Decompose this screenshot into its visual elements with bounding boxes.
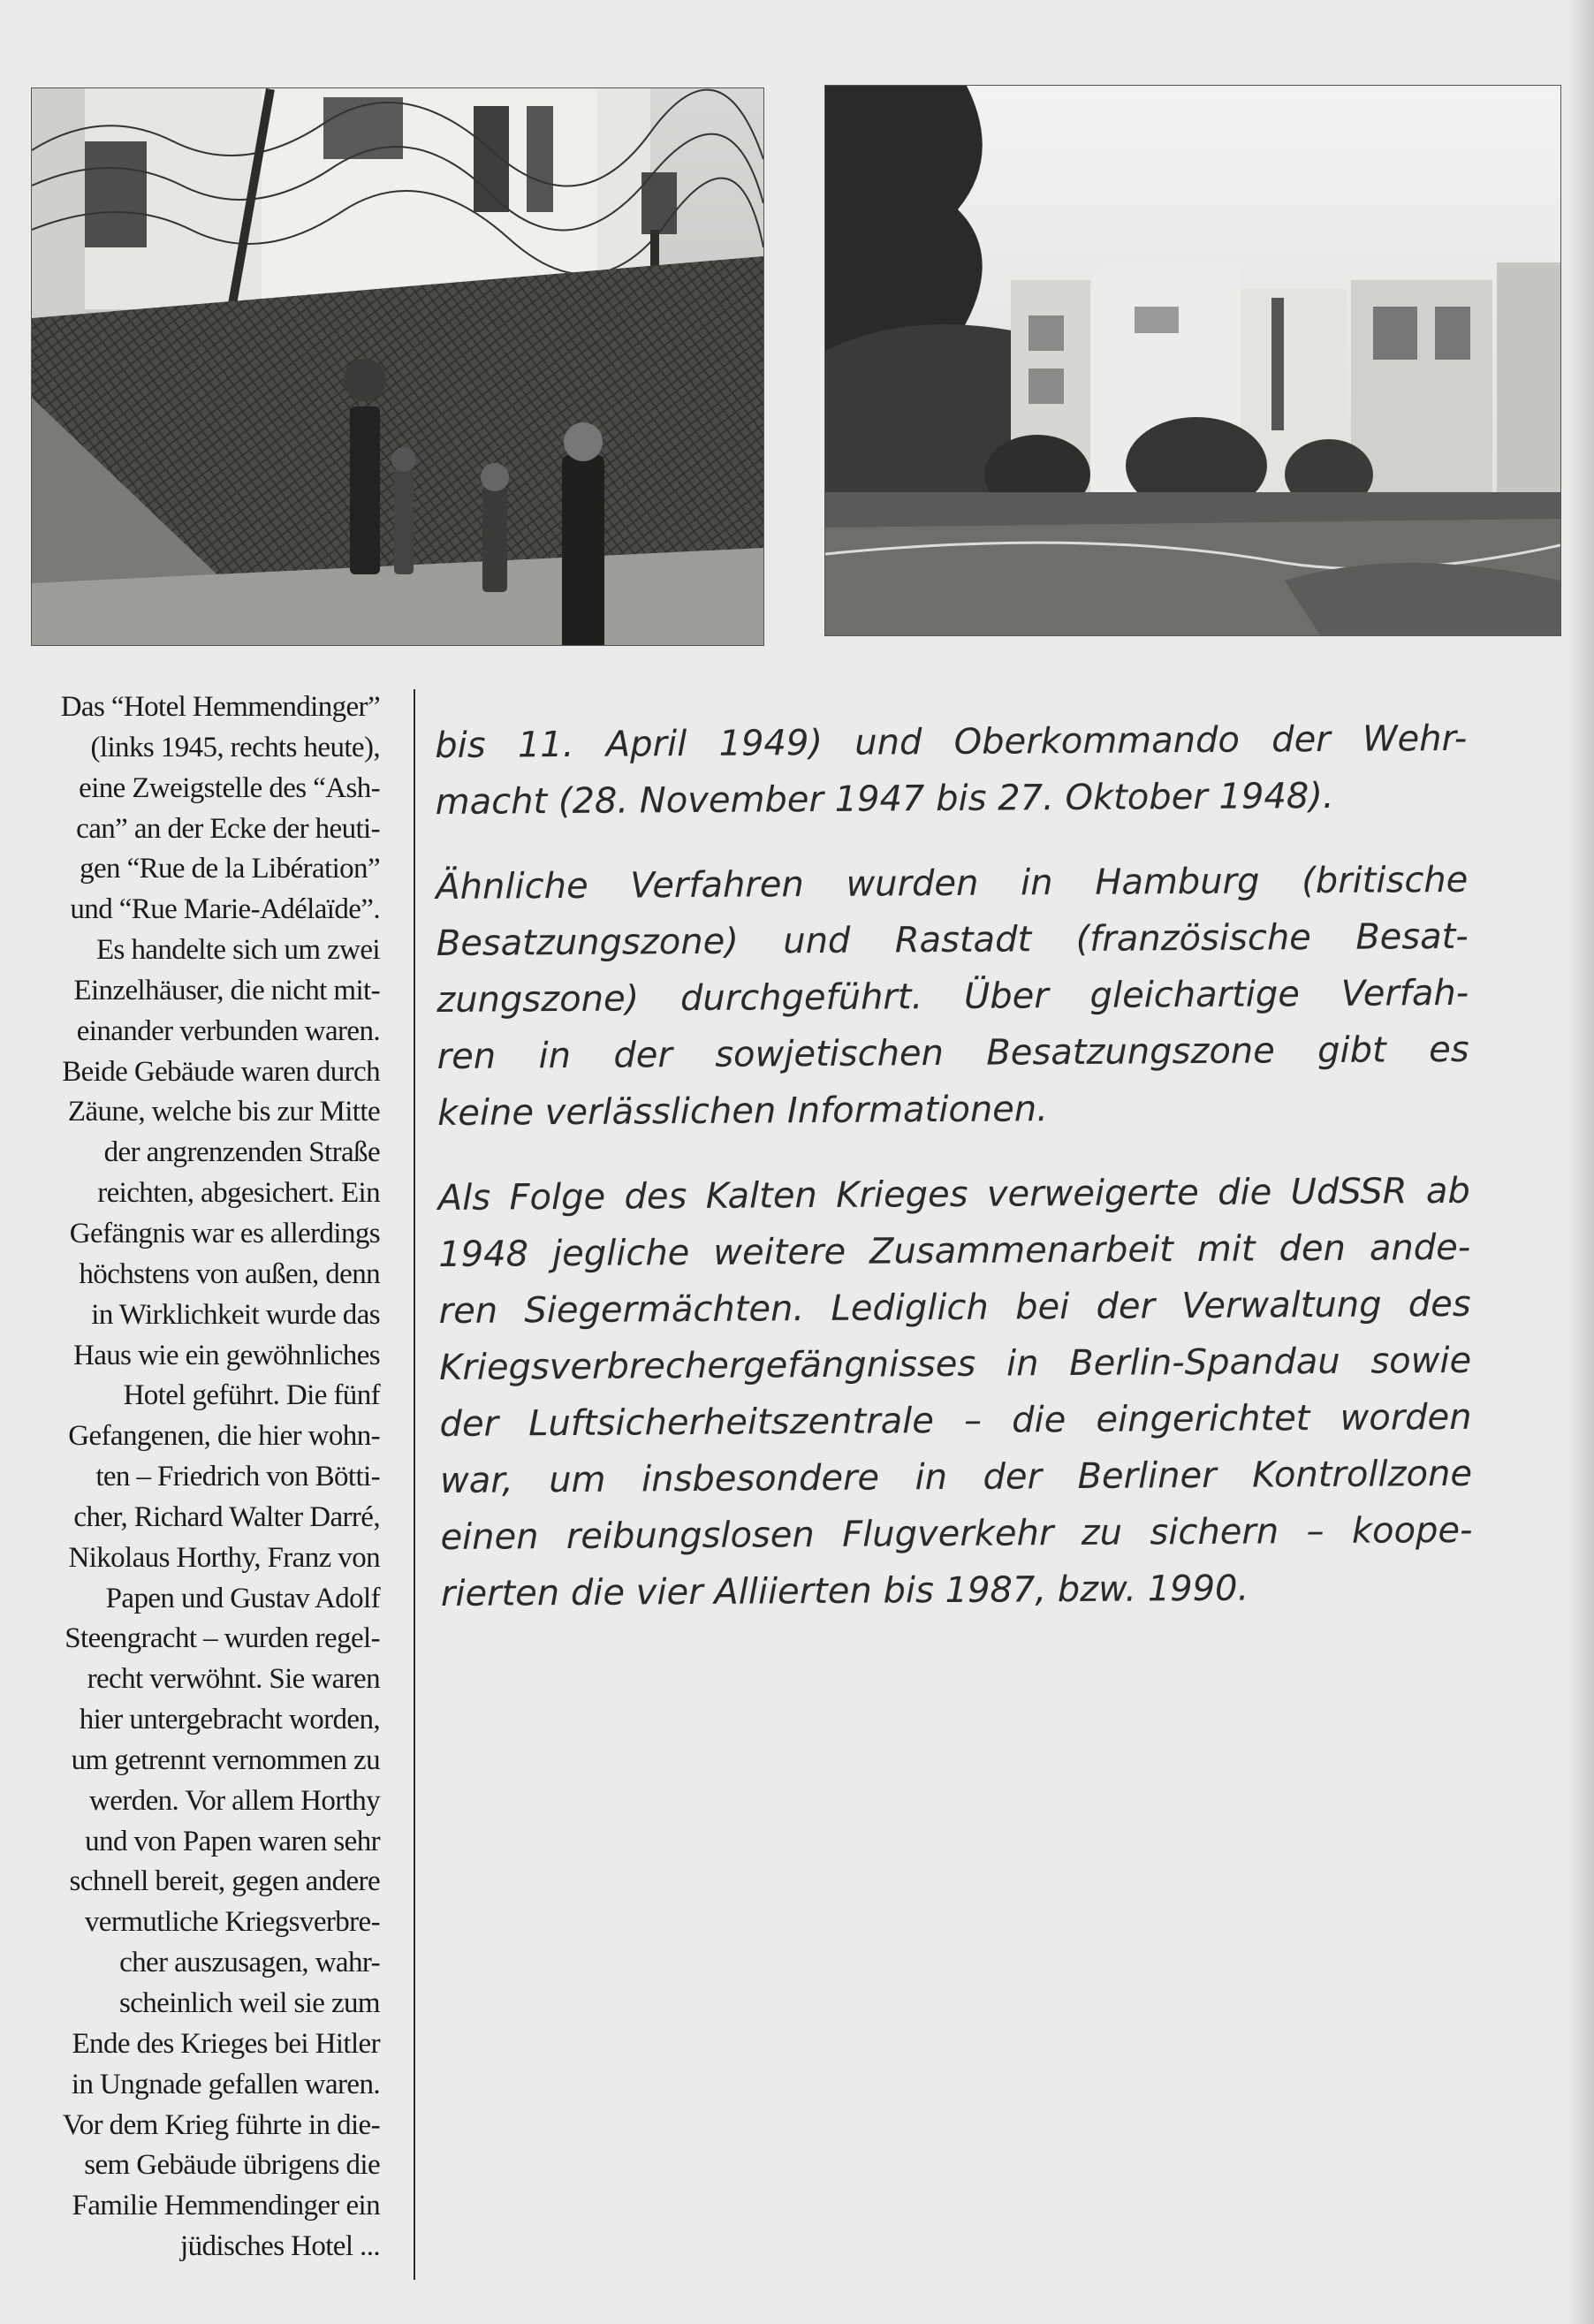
paragraph-3 <box>438 1163 1474 1622</box>
body-line: rierten die vier Alliierten bis 1987, bzw. 1990. <box>440 1568 1249 1614</box>
body-line: war, um insbesondere in der Berliner Kontrollzone <box>439 1453 1473 1501</box>
caption-line: schnell bereit, gegen andere <box>69 1865 380 1898</box>
caption-line: hier untergebracht worden, <box>79 1704 380 1736</box>
paragraph-1 <box>435 710 1468 831</box>
caption-line: recht verwöhnt. Sie waren <box>87 1663 380 1696</box>
body-line: Besatzungszone) und Rastadt (französische Besat- <box>436 915 1469 964</box>
caption-line: Es handelte sich um zwei <box>96 934 380 967</box>
caption-line: Beide Gebäude waren durch <box>62 1055 380 1088</box>
caption-line: eine Zweigstelle des “Ash- <box>79 771 380 804</box>
caption-line: Das “Hotel Hemmendinger” <box>60 691 380 723</box>
caption-line: in Wirklichkeit wurde das <box>91 1298 380 1331</box>
caption-line: ten – Friedrich von Bötti- <box>95 1461 380 1493</box>
caption-line: Hotel geführt. Die fünf <box>123 1379 380 1412</box>
caption-line: Haus wie ein gewöhnliches <box>73 1339 380 1371</box>
photo-caption <box>35 687 380 2267</box>
caption-line: und “Rue Marie-Adélaïde”. <box>70 893 380 926</box>
column-divider <box>414 689 415 2280</box>
body-line: Kriegsverbrechergefängnisses in Berlin-Spandau sowie <box>438 1340 1472 1388</box>
caption-line: vermutliche Kriegsverbre- <box>84 1906 380 1939</box>
body-line: zungszone) durchgeführt. Über gleichartige Verfah- <box>436 972 1469 1021</box>
main-body-text <box>435 710 1473 1651</box>
caption-line: sem Gebäude übrigens die <box>84 2149 380 2182</box>
caption-line: jüdisches Hotel ... <box>180 2230 380 2263</box>
caption-line: scheinlich weil sie zum <box>118 1987 380 2019</box>
body-line: der Luftsicherheitszentrale – die eingerichtet worden <box>439 1396 1472 1445</box>
caption-line: einander verbunden waren. <box>76 1014 380 1047</box>
caption-line: Zäune, welche bis zur Mitte <box>67 1096 380 1128</box>
body-line: ren Siegermächten. Lediglich bei der Verwaltung des <box>438 1283 1471 1332</box>
caption-line: Ende des Krieges bei Hitler <box>72 2027 380 2060</box>
caption-line: Einzelhäuser, die nicht mit- <box>73 974 380 1006</box>
photo-hotel-1945 <box>32 88 763 645</box>
caption-line: cher auszusagen, wahr- <box>119 1947 380 1979</box>
body-line: macht (28. November 1947 bis 27. Oktober 1948). <box>435 775 1334 823</box>
caption-line: werden. Vor allem Horthy <box>89 1784 380 1817</box>
body-line: keine verlässlichen Informationen. <box>436 1089 1049 1134</box>
caption-line: Papen und Gustav Adolf <box>105 1582 380 1614</box>
caption-line: Familie Hemmendinger ein <box>72 2190 380 2222</box>
caption-line: Nikolaus Horthy, Franz von <box>68 1541 380 1574</box>
caption-line: höchstens von außen, denn <box>79 1257 380 1290</box>
caption-line: der angrenzenden Straße <box>103 1136 380 1169</box>
caption-line: in Ungnade gefallen waren. <box>71 2068 380 2100</box>
body-line: einen reibungslosen Flugverkehr zu sichern – koope- <box>440 1509 1473 1558</box>
caption-line: can” an der Ecke der heuti- <box>76 812 380 845</box>
caption-line: Steengracht – wurden regel- <box>65 1622 380 1655</box>
body-line: 1948 jegliche weitere Zusammenarbeit mit den ande- <box>438 1227 1471 1275</box>
photo-hotel-1945-image <box>32 88 763 645</box>
caption-line: gen “Rue de la Libération” <box>80 853 380 885</box>
caption-line: und von Papen waren sehr <box>85 1825 380 1857</box>
caption-line: (links 1945, rechts heute), <box>90 731 380 763</box>
body-line: Ähnliche Verfahren wurden in Hamburg (britische <box>436 859 1469 908</box>
photo-hotel-today <box>825 86 1560 635</box>
caption-line: Gefangenen, die hier wohn- <box>68 1420 380 1453</box>
body-line: bis 11. April 1949) und Oberkommando der Wehr- <box>435 718 1468 766</box>
caption-line: reichten, abgesichert. Ein <box>97 1177 380 1210</box>
photo-hotel-today-image <box>825 86 1560 635</box>
body-line: ren in der sowjetischen Besatzungszone gibt es <box>436 1029 1469 1077</box>
page-edge-shadow <box>1567 0 1594 2324</box>
paragraph-2 <box>436 852 1469 1142</box>
caption-line: Gefängnis war es allerdings <box>69 1217 380 1249</box>
body-line: Als Folge des Kalten Krieges verweigerte die UdSSR ab <box>437 1170 1470 1219</box>
caption-line: Vor dem Krieg führte in die- <box>62 2108 380 2141</box>
caption-line: cher, Richard Walter Darré, <box>73 1500 380 1533</box>
caption-line: um getrennt vernommen zu <box>71 1743 380 1776</box>
